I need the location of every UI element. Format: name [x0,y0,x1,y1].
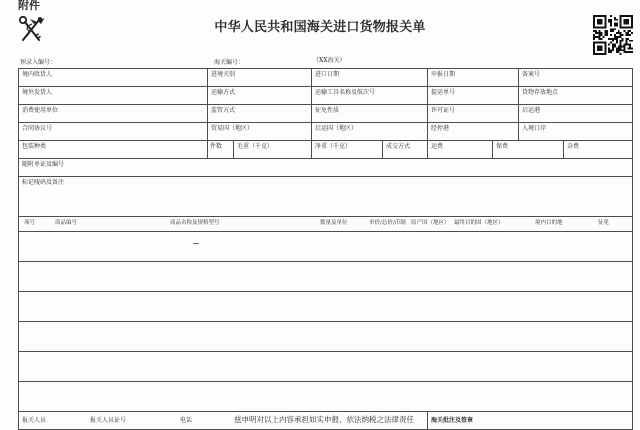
column-rule [563,140,564,158]
goods-header-price: 单价/总价/币制 [369,220,406,226]
table-rule [18,104,633,105]
goods-header-quantity: 数量及单位 [320,220,348,226]
table-rule [18,261,633,262]
page-title: 中华人民共和国海关进口货物报关单 [214,20,426,35]
field-documents: 随附单证及编号 [22,161,65,168]
field-transaction-mode: 成交方式 [386,143,411,150]
table-border-right [632,68,633,430]
field-trade-country: 贸易国（地区） [211,125,254,132]
goods-header-origin: 原产国（地区） [411,220,450,226]
table-rule [18,321,633,322]
stray-mark [193,243,199,244]
table-rule [18,381,633,382]
field-net-weight: 净重（千克） [315,143,352,150]
field-record-no: 备案号 [522,71,541,78]
table-rule [18,140,633,141]
field-license-no: 许可证号 [431,107,456,114]
column-rule [427,411,428,430]
table-rule [18,86,633,87]
column-rule [233,140,234,158]
field-marks: 标记唛码及备注 [22,179,65,186]
footer-phone: 电话 [180,417,193,424]
column-rule [382,140,383,158]
footer-declarant: 报关人员 [22,417,47,424]
field-freight: 运费 [431,143,444,150]
table-rule [18,231,633,232]
field-misc-fee: 杂费 [567,143,580,150]
goods-header-domestic-destination: 境内目的地 [535,220,563,226]
qr-code-icon [593,15,633,55]
attachment-label: 附件 [18,0,40,12]
table-border-left [18,68,19,430]
table-rule [18,411,633,412]
table-rule [18,68,633,69]
field-bill-no: 提运单号 [431,89,456,96]
field-supervision-mode: 监管方式 [211,107,236,114]
field-departure-port: 启运港 [522,107,541,114]
field-exemption-nature: 征免性质 [315,107,340,114]
field-overseas-consignor: 境外发货人 [22,89,53,96]
pre-entry-no-label: 预录入编号： [20,59,57,66]
field-consignee: 境内收货人 [22,71,53,78]
field-entry-border: 入境口岸 [522,125,547,132]
field-gross-weight: 毛重（千克） [237,143,274,150]
field-import-date: 进口日期 [315,71,340,78]
field-package-type: 包装种类 [22,143,47,150]
table-rule [18,216,633,217]
field-entry-port: 进境关别 [211,71,236,78]
field-pieces: 件数 [210,143,223,150]
table-rule [18,176,633,177]
field-transit-port: 经停港 [431,125,450,132]
column-rule [492,140,493,158]
field-transport-mode: 运输方式 [211,89,236,96]
table-rule [18,351,633,352]
column-rule [207,68,208,158]
field-contract-no: 合同协议号 [22,125,53,132]
goods-header-hs-code: 商品编号 [55,220,78,226]
field-storage-place: 货物存放地点 [522,89,559,96]
table-rule [18,291,633,292]
table-rule [18,122,633,123]
footer-declarant-cert: 报关人员证号 [90,417,127,424]
goods-header-destination-country: 最终目的国（地区） [454,220,504,226]
column-rule [427,68,428,158]
goods-header-item-no: 项号 [24,220,36,226]
field-consumer-unit: 消费使用单位 [22,107,59,114]
column-rule [311,68,312,158]
field-declare-date: 申报日期 [431,71,456,78]
field-insurance: 保费 [496,143,509,150]
customs-no-label: 海关编号： [214,59,245,66]
customs-office: （XX海关） [313,57,346,64]
footer-statement: 兹申明对以上内容承担如实申报、依法纳税之法律责任 [234,415,414,424]
column-rule [518,68,519,140]
goods-header-description: 商品名称及规格型号 [170,220,220,226]
goods-header-exemption: 征免 [598,220,610,226]
footer-customs-note: 海关批注及签章 [431,417,474,424]
table-rule [18,158,633,159]
field-departure-country: 启运国（地区） [315,125,358,132]
field-transport-name: 运输工具名称及航次号 [315,89,376,96]
